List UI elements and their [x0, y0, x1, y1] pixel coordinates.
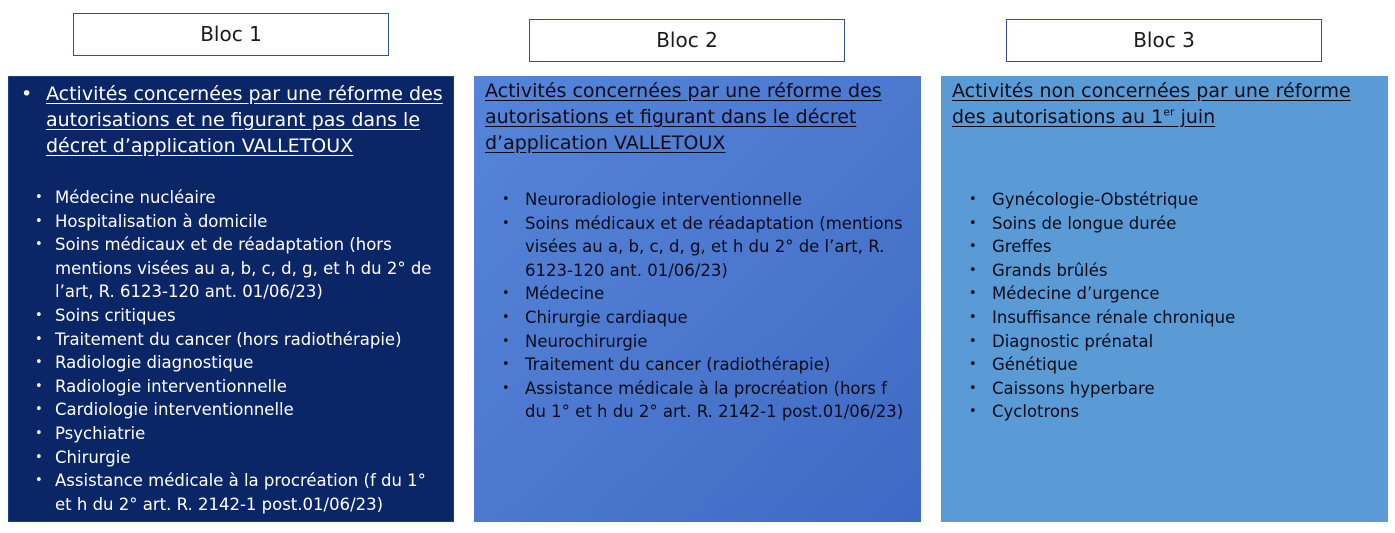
bloc-2-heading: Activités concernées par une réforme des autorisations et figurant dans le décret d’application VALLETOUX — [485, 80, 882, 154]
list-item — [19, 304, 443, 328]
bloc-1-panel — [8, 76, 454, 522]
list-item — [485, 377, 909, 424]
bloc-1-heading — [19, 81, 443, 159]
bullet-icon: • — [35, 355, 43, 371]
bullet-icon: • — [35, 307, 43, 323]
bullet-icon: • — [502, 215, 510, 231]
list-item — [485, 353, 909, 377]
list-item-text: Cardiologie interventionnelle — [55, 400, 294, 420]
list-item-text: Diagnostic prénatal — [992, 331, 1154, 351]
list-item — [952, 235, 1376, 259]
list-item — [952, 259, 1376, 283]
list-item-text: Caissons hyperbare — [992, 378, 1155, 398]
list-item — [952, 400, 1376, 424]
bullet-icon: • — [502, 333, 510, 349]
list-item-text: Neurochirurgie — [525, 331, 648, 351]
bullet-icon: • — [502, 380, 510, 396]
list-item-text: Gynécologie-Obstétrique — [992, 190, 1199, 209]
bullet-icon: • — [35, 213, 43, 229]
bloc-1-list — [19, 186, 443, 516]
list-item — [19, 351, 443, 375]
bullet-icon: • — [969, 215, 977, 231]
bloc-2-label: Bloc 2 — [529, 19, 845, 62]
bullet-icon: • — [35, 331, 43, 347]
list-item-text: Grands brûlés — [992, 260, 1108, 280]
list-item — [19, 186, 443, 210]
bullet-icon: • — [35, 425, 43, 441]
bullet-icon: • — [502, 192, 510, 207]
list-item — [19, 210, 443, 234]
list-item-text: Assistance médicale à la procréation (f du 1° et h du 2° art. R. 2142-1 post.01/06/23) — [55, 471, 426, 514]
bullet-icon: • — [969, 262, 977, 278]
list-item-text: Médecine d’urgence — [992, 284, 1160, 304]
bloc-2-panel — [474, 76, 921, 522]
list-item — [952, 306, 1376, 330]
bloc-1-heading-text: Activités concernées par une réforme des autorisations et ne figurant pas dans le décret d’application VALLETOUX — [46, 83, 443, 157]
bloc-3-heading-text: Activités non concernées par une réforme des autorisations au 1 — [952, 80, 1351, 128]
bloc-3-heading-sup: er — [1163, 105, 1175, 119]
bullet-icon: • — [969, 357, 977, 373]
list-item-text: Assistance médicale à la procréation (hors f du 1° et h du 2° art. R. 2142-1 post.01/06/23) — [525, 378, 904, 422]
bloc-3-label: Bloc 3 — [1006, 19, 1322, 62]
list-item-text: Hospitalisation à domicile — [55, 211, 268, 231]
bullet-icon: • — [502, 357, 510, 373]
bullet-icon: • — [35, 449, 43, 465]
list-item-text: Soins médicaux et de réadaptation (mentions visées au a, b, c, d, g, et h du 2° de l’art, R. 6123-120 ant. 01/06/23) — [525, 213, 903, 280]
list-item-text: Cyclotrons — [992, 402, 1080, 422]
bullet-icon: • — [969, 404, 977, 420]
bloc-1-label: Bloc 1 — [73, 13, 389, 56]
list-item — [19, 375, 443, 399]
list-item-text: Psychiatrie — [55, 423, 146, 443]
list-item-text: Chirurgie — [55, 447, 131, 467]
list-item-text: Soins de longue durée — [992, 213, 1177, 233]
bloc-3-heading — [952, 78, 1376, 130]
list-item-text: Médecine nucléaire — [55, 188, 216, 207]
bullet-icon: • — [969, 192, 977, 207]
list-item — [952, 353, 1376, 377]
list-item-text: Radiologie interventionnelle — [55, 376, 287, 396]
bloc-3-panel — [941, 76, 1388, 522]
bloc-3-list — [952, 188, 1376, 424]
list-item — [485, 306, 909, 330]
bullet-icon: • — [502, 286, 510, 302]
list-item-text: Traitement du cancer (radiothérapie) — [525, 355, 831, 375]
bullet-icon: • — [969, 309, 977, 325]
list-item-text: Greffes — [992, 237, 1052, 257]
bullet-icon: • — [969, 333, 977, 349]
bullet-icon: • — [969, 380, 977, 396]
list-item-text: Neuroradiologie interventionnelle — [525, 190, 803, 209]
list-item — [19, 422, 443, 446]
list-item — [19, 446, 443, 470]
list-item — [952, 282, 1376, 306]
list-item — [485, 188, 909, 212]
bloc-2-list — [485, 188, 909, 424]
bullet-icon: • — [502, 309, 510, 325]
list-item — [19, 233, 443, 304]
bullet-icon: • — [35, 473, 43, 489]
list-item — [19, 328, 443, 352]
bullet-icon: • — [969, 239, 977, 255]
list-item — [952, 377, 1376, 401]
bullet-icon: • — [35, 402, 43, 418]
bloc-3-heading-end: juin — [1174, 106, 1216, 128]
list-item — [952, 212, 1376, 236]
list-item — [485, 330, 909, 354]
list-item-text: Chirurgie cardiaque — [525, 307, 688, 327]
list-item-text: Insuffisance rénale chronique — [992, 307, 1236, 327]
list-item-text: Médecine — [525, 284, 605, 304]
heading-bullet-icon: • — [21, 83, 33, 105]
list-item — [19, 398, 443, 422]
bullet-icon: • — [35, 378, 43, 394]
list-item — [19, 469, 443, 516]
list-item-text: Génétique — [992, 355, 1078, 375]
bullet-icon: • — [35, 190, 43, 205]
list-item-text: Radiologie diagnostique — [55, 353, 254, 373]
list-item-text: Soins critiques — [55, 305, 176, 325]
bullet-icon: • — [35, 237, 43, 253]
list-item — [952, 330, 1376, 354]
list-item — [952, 188, 1376, 212]
list-item-text: Soins médicaux et de réadaptation (hors mentions visées au a, b, c, d, g, et h du 2° de l’art, R. 6123-120 ant. 01/06/23) — [55, 235, 432, 302]
list-item-text: Traitement du cancer (hors radiothérapie) — [55, 329, 402, 349]
list-item — [485, 212, 909, 283]
list-item — [485, 282, 909, 306]
bullet-icon: • — [969, 286, 977, 302]
